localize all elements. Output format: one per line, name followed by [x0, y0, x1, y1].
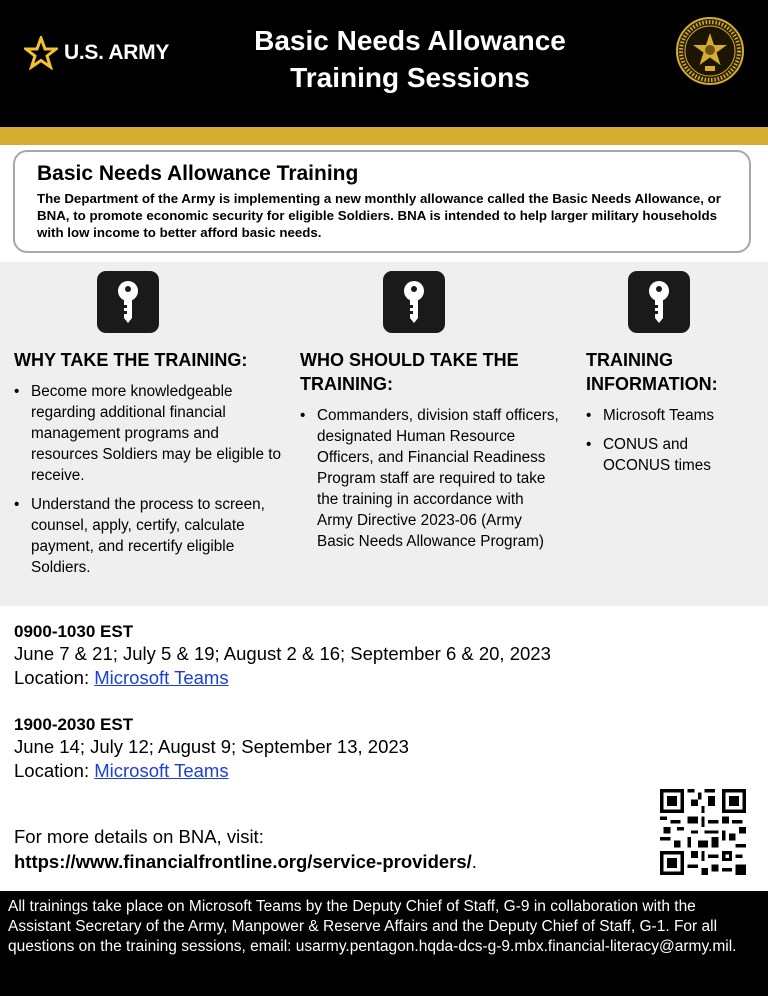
- footer-text: All trainings take place on Microsoft Teams by the Deputy Chief of Staff, G-9 in collaboration with the Assistant Secretary of the Army, Manpower & Reserve Affairs and the Deputy Chief of Staff, G-1. For all questions on the training sessions, email: usarmy.pentagon.hqda-dcs-g-9.mbx.financial-literacy@army.mil.: [8, 898, 737, 955]
- session-location: [14, 759, 634, 783]
- session-location: [14, 666, 634, 690]
- microsoft-teams-link[interactable]: Microsoft Teams: [94, 760, 229, 781]
- session-dates: June 14; July 12; August 9; September 13, 2023: [14, 736, 409, 757]
- page-title: [190, 22, 630, 96]
- qr-code-icon[interactable]: [660, 789, 746, 875]
- session-time: 0900-1030 EST: [14, 622, 134, 641]
- session-block-evening: [14, 714, 634, 783]
- list-item: • Understand the process to screen, counsel, apply, certify, calculate payment, and recertify eligible Soldiers.: [14, 494, 286, 578]
- list-item: • Microsoft Teams: [586, 405, 756, 426]
- session-schedule: [14, 621, 634, 783]
- intro-text: The Department of the Army is implementing a new monthly allowance called the Basic Needs Allowance, or BNA, to promote economic security for eligible Soldiers. BNA is intended to help larger military households with low income to better afford basic needs.: [37, 191, 721, 240]
- header-banner: [0, 0, 768, 127]
- intro-title: Basic Needs Allowance Training: [37, 162, 359, 185]
- why-heading: WHY TAKE THE TRAINING:: [14, 350, 248, 370]
- details-url-suffix: .: [471, 851, 477, 872]
- details-url[interactable]: https://www.financialfrontline.org/service-providers/: [14, 851, 472, 872]
- details-text: For more details on BNA, visit:: [14, 826, 264, 847]
- list-item: • CONUS and OCONUS times: [586, 434, 756, 476]
- location-label: Location:: [14, 760, 95, 781]
- key-icon: [97, 271, 159, 333]
- us-army-logo: [24, 36, 169, 70]
- key-icon: [383, 271, 445, 333]
- training-info-heading: TRAINING INFORMATION:: [586, 350, 718, 394]
- title-line-1: Basic Needs Allowance: [254, 25, 566, 56]
- logo-text: U.S. ARMY: [64, 41, 170, 64]
- footer-note: [0, 891, 768, 996]
- more-details: [14, 824, 634, 874]
- army-star-icon: [24, 36, 58, 70]
- key-icon: [628, 271, 690, 333]
- why-bullets: [14, 381, 286, 586]
- session-time: 1900-2030 EST: [14, 715, 134, 734]
- microsoft-teams-link[interactable]: Microsoft Teams: [94, 667, 229, 688]
- location-label: Location:: [14, 667, 95, 688]
- session-block-morning: [14, 621, 634, 690]
- training-info-bullets: [586, 405, 756, 484]
- g1-seal-icon: [676, 17, 744, 85]
- session-dates: June 7 & 21; July 5 & 19; August 2 & 16; September 6 & 20, 2023: [14, 643, 551, 664]
- info-columns-section: [0, 262, 768, 606]
- intro-box: [13, 150, 751, 253]
- title-line-2: Training Sessions: [290, 62, 530, 93]
- who-heading: WHO SHOULD TAKE THE TRAINING:: [300, 350, 519, 394]
- who-bullets: [300, 405, 562, 560]
- gold-accent-bar: [0, 127, 768, 145]
- list-item: • Commanders, division staff officers, designated Human Resource Officers, and Financial Readiness Program staff are required to take the training in accordance with Army Directive 2023-06 (Army Basic Needs Allowance Program): [300, 405, 562, 552]
- list-item: • Become more knowledgeable regarding additional financial management programs and resources Soldiers may be eligible to receive.: [14, 381, 286, 486]
